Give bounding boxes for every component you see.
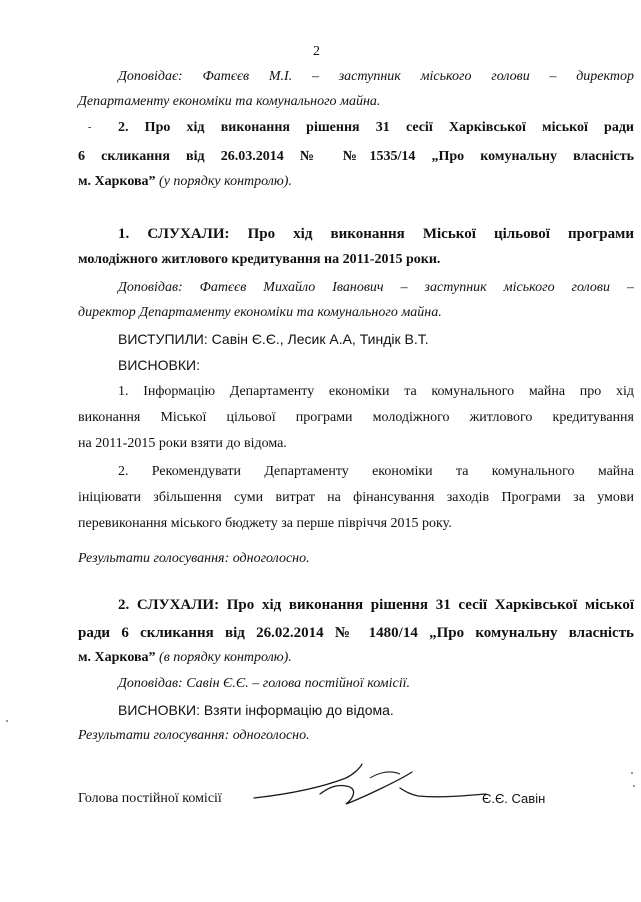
conclusions-label: ВИСНОВКИ: — [118, 357, 200, 373]
signature-title: Голова постійної комісії — [78, 791, 222, 806]
page-number: 2 — [313, 44, 320, 59]
heard-heading-note: (в порядку контролю). — [155, 650, 292, 665]
heard-heading: 1. СЛУХАЛИ: Про хід виконання Міської цільової програми — [118, 226, 634, 242]
reporter-line: Доповідає: Фатєєв М.І. – заступник міського голови – директор — [118, 69, 634, 84]
agenda-item-line: 6 скликання від 26.03.2014 № №1535/14 „Про комунальну власність — [78, 149, 634, 164]
margin-mark: - — [88, 122, 92, 133]
agenda-item-line: 2. Про хід виконання рішення 31 сесії Харківської міської ради — [118, 120, 634, 135]
agenda-item-note: (у порядку контролю). — [155, 174, 292, 189]
agenda-item-line — [78, 173, 634, 191]
signatory-name: Є.Є. Савін — [482, 791, 546, 806]
agenda-item-bold: м. Харкова” — [78, 174, 156, 189]
heard-heading: ради 6 скликання від 26.02.2014 № 1480/14 „Про комунальну власність — [78, 625, 634, 641]
vote-result: Результати голосування: одноголосно. — [78, 728, 310, 743]
conclusions-line: ВИСНОВКИ: Взяти інформацію до відома. — [118, 702, 394, 718]
conclusion-line: на 2011-2015 роки взяти до відома. — [78, 436, 287, 451]
heard-heading: молодіжного житлового кредитування на 2011-2015 роки. — [78, 252, 441, 267]
scan-speck — [6, 720, 8, 722]
vote-result: Результати голосування: одноголосно. — [78, 551, 310, 566]
handwritten-signature — [250, 758, 490, 818]
reporter-line: директор Департаменту економіки та комунального майна. — [78, 305, 442, 320]
conclusion-line: перевиконання міського бюджету за перше півріччя 2015 року. — [78, 516, 452, 531]
heard-heading: 2. СЛУХАЛИ: Про хід виконання рішення 31 сесії Харківської міської — [118, 597, 634, 613]
reporter-line: Доповідав: Савін Є.Є. – голова постійної комісії. — [118, 676, 410, 691]
speakers-line: ВИСТУПИЛИ: Савін Є.Є., Лесик А.А, Тиндік В.Т. — [118, 331, 429, 347]
heard-heading — [78, 649, 634, 667]
conclusion-line: 2. Рекомендувати Департаменту економіки та комунального майна — [118, 464, 634, 479]
scan-speck — [631, 772, 633, 774]
conclusion-line: 1. Інформацію Департаменту економіки та комунального майна про хід — [118, 384, 634, 399]
conclusion-line: виконання Міської цільової програми молодіжного житлового кредитування — [78, 410, 634, 425]
scan-speck — [633, 785, 635, 787]
reporter-line: Департаменту економіки та комунального майна. — [78, 94, 381, 109]
reporter-line: Доповідав: Фатєєв Михайло Іванович – заступник міського голови – — [118, 280, 634, 295]
conclusion-line: ініціювати збільшення суми витрат на фінансування заходів Програми за умови — [78, 490, 634, 505]
heard-heading-bold: м. Харкова” — [78, 650, 156, 665]
